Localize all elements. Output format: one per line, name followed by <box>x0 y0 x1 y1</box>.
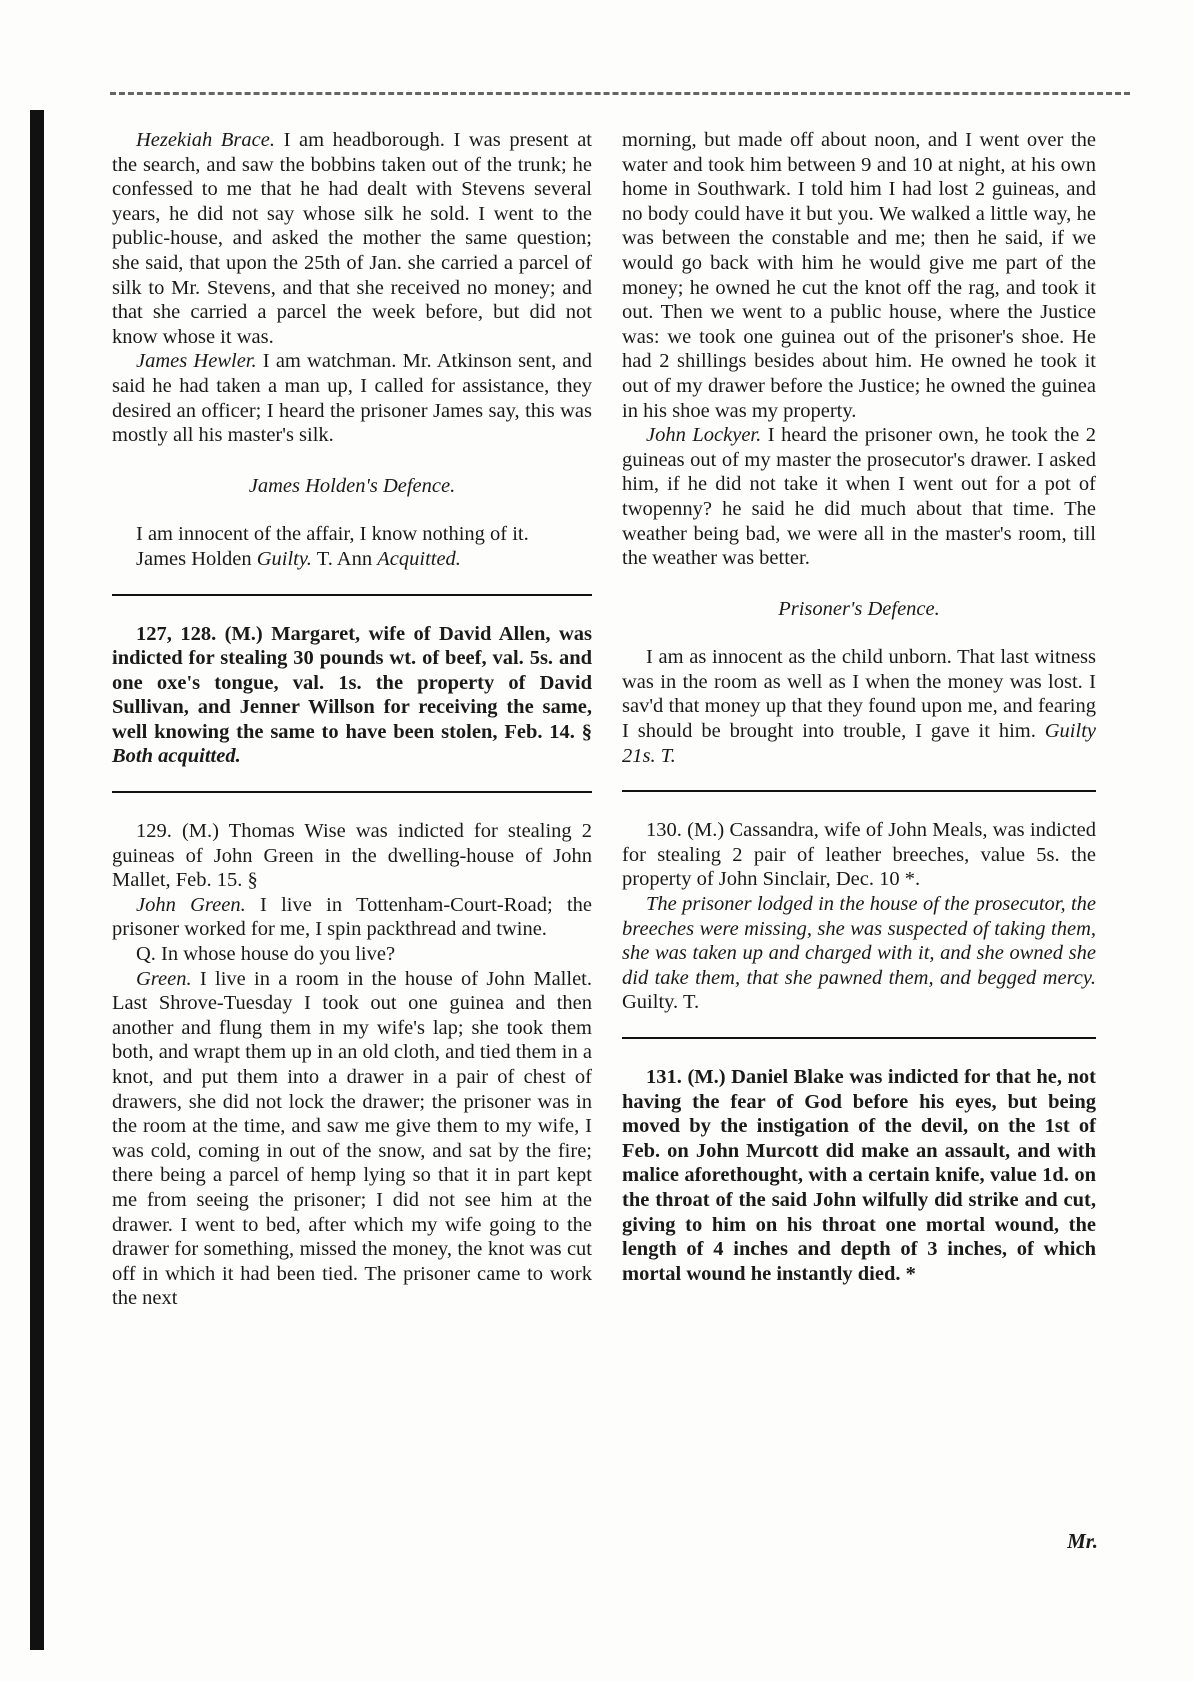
defence-text: I am as innocent as the child unborn. That last witness was in the room as well as I when the money was lost. I sav'd that money up that they found upon me, and fearing I should be brought into trouble, I gave it him. <box>622 646 1096 743</box>
verdict: Guilty 21s. T. <box>622 720 1096 767</box>
summary-text: The prisoner lodged in the house of the prosecutor, the breeches were missing, she was suspected of taking them, she was taken up and charged with it, and she owned she did take them, that she pawned them, and begged mercy. <box>622 893 1096 989</box>
verdict-guilty: Guilty. <box>256 547 312 570</box>
witness-name: John Green. <box>136 893 246 916</box>
case-127 <box>112 622 592 770</box>
witness-name: Hezekiah Brace. <box>136 129 275 151</box>
section-rule <box>622 1037 1096 1039</box>
question: Q. In whose house do you live? <box>136 943 396 966</box>
verdict-acquitted: Acquitted. <box>377 547 461 570</box>
green-answer <box>112 967 592 1311</box>
section-rule <box>112 791 592 793</box>
witness-name: James Hewler. <box>136 350 257 373</box>
verdict-line <box>112 547 592 572</box>
case-129: 129. (M.) Thomas Wise was indicted for stealing 2 guineas of John Green in the dwelling-house of John Mallet, Feb. 15. § <box>112 820 592 892</box>
defence-heading: James Holden's Defence. <box>248 474 456 497</box>
testimony-text: I live in Tottenham-Court-Road; the prisoner worked for me, I spin packthread and twine. <box>112 893 592 941</box>
verdict-part: T. Ann <box>311 547 378 570</box>
lockyer-testimony <box>622 423 1096 571</box>
case-130: 130. (M.) Cassandra, wife of John Meals, was indicted for stealing 2 pair of leather breeches, value 5s. the property of John Sinclair, Dec. 10 *. <box>622 819 1096 891</box>
left-column <box>112 128 592 1311</box>
case-130-summary <box>622 892 1096 1015</box>
right-column <box>622 128 1096 1286</box>
green-testimony <box>112 893 592 942</box>
defence-heading: Prisoner's Defence. <box>778 597 940 620</box>
verdict-part: James Holden <box>136 547 257 570</box>
case-text: 127, 128. (M.) Margaret, wife of David Allen, was indicted for stealing 30 pounds wt. of beef, val. 5s. and one oxe's tongue, val. 1s. the property of David Sullivan, and Jenner Willson for receiving the same, well knowing the same to have been stolen, Feb. 14. § <box>112 622 592 743</box>
page-spine-shadow <box>30 110 44 1650</box>
continued-testimony: morning, but made off about noon, and I went over the water and took him between 9 and 10 at night, at his own home in Southwark. I told him I had lost 2 guineas, and no body could have it but you. We walked a little way, he was between the constable and me; then he said, if we would go back with him he would give me part of the money; he owned he cut the knot off the rag, and took it out. Then we went to a public house, where the Justice was: we took one guinea out of the prisoner's shoe. He had 2 shillings besides about him. He owned he took it out of my drawer before the Justice; he owned the guinea in his shoe was my property. <box>622 129 1096 422</box>
case-131: 131. (M.) Daniel Blake was indicted for that he, not having the fear of God before his eyes, but being moved by the instigation of the devil, on the 1st of Feb. on John Murcott did make an assault, and with malice aforethought, with a certain knife, value 1d. on the throat of the said John wilfully did strike and cut, giving to him on his throat one mortal wound, the length of 4 inches and depth of 3 inches, of which mortal wound he instantly died. * <box>622 1066 1096 1285</box>
prisoner-defence <box>622 645 1096 768</box>
brace-testimony <box>112 128 592 349</box>
verdict: Guilty. T. <box>622 991 700 1014</box>
witness-name: Green. <box>136 967 192 990</box>
section-rule <box>112 594 592 596</box>
witness-name: John Lockyer. <box>646 424 762 447</box>
case-verdict: Both acquitted. <box>112 745 241 768</box>
testimony-text: I live in a room in the house of John Mallet. Last Shrove-Tuesday I took out one guinea and then another and flung them in my wife's lap; she took them both, and wrapt them up in an old cloth, and tied them in a knot, and put them into a drawer in a pair of chest of drawers, she did not lock the drawer; the prisoner was in the room at the time, and saw me give them to my wife, I was cold, coming in out of the snow, and sat by the fire; there being a parcel of hemp lying so that it in part kept me from seeing the prisoner; I did not see him at the drawer. I went to bed, after which my wife going to the drawer for something, missed the money, the knot was cut off in which it had been tied. The prisoner came to work the next <box>112 967 592 1310</box>
hewler-testimony <box>112 349 592 447</box>
testimony-text: I am watchman. Mr. Atkinson sent, and said he had taken a man up, I called for assistance, they desired an officer; I heard the prisoner James say, this was mostly all his master's silk. <box>112 350 592 447</box>
defence-text: I am innocent of the affair, I know nothing of it. <box>136 523 529 546</box>
section-rule <box>622 790 1096 792</box>
catchword: Mr. <box>1067 1529 1098 1553</box>
testimony-text: I am headborough. I was present at the search, and saw the bobbins taken out of the trunk; he confessed to me that he had dealt with Stevens several years, he did not say whose silk he sold. I went to the public-house, and asked the mother the same question; she said, that upon the 25th of Jan. she carried a parcel of silk to Mr. Stevens, and that she received no money; and that she carried a parcel the week before, but did not know whose it was. <box>112 129 592 348</box>
testimony-text: I heard the prisoner own, he took the 2 guineas out of my master the prosecutor's drawer. I asked him, if he did not take it when I went out for a pot of twopenny? he said he did much about that time. The weather being bad, we were all in the master's room, till the weather was better. <box>622 424 1096 570</box>
header-rule <box>110 92 1130 105</box>
